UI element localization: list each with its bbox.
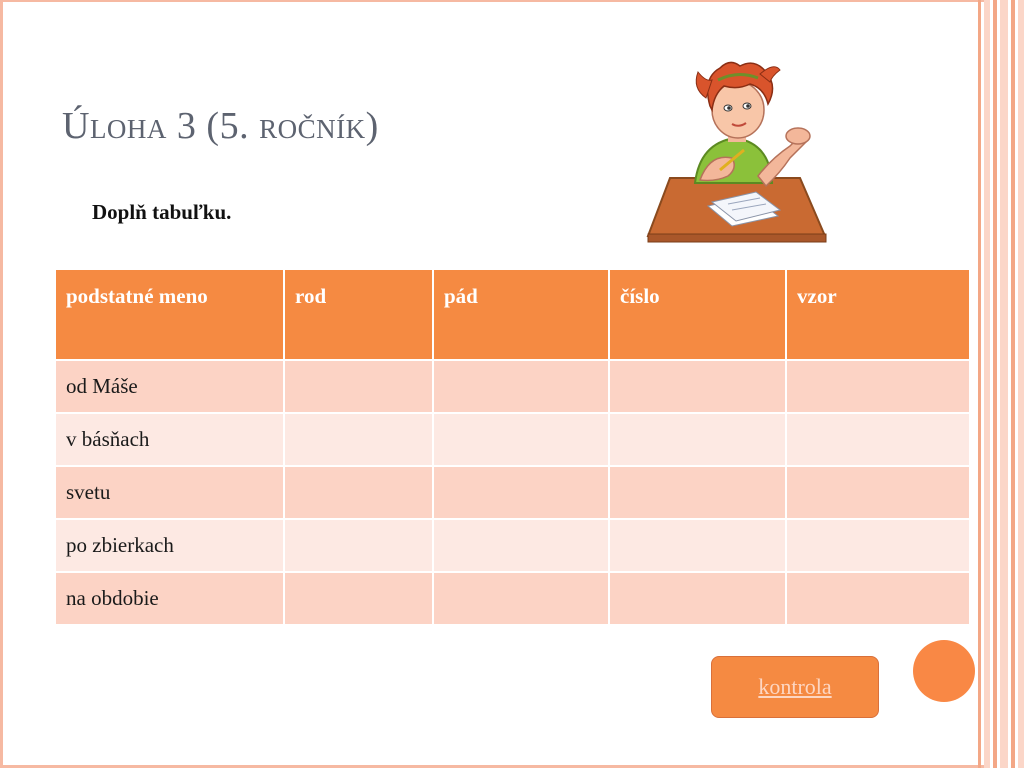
gender-cell[interactable] bbox=[285, 520, 434, 573]
decor-stripe bbox=[1018, 0, 1024, 768]
case-cell[interactable] bbox=[434, 361, 610, 414]
number-cell[interactable] bbox=[610, 467, 787, 520]
number-cell[interactable] bbox=[610, 520, 787, 573]
header-noun: podstatné meno bbox=[56, 270, 285, 361]
check-button[interactable]: kontrola bbox=[711, 656, 879, 718]
table-row bbox=[56, 414, 969, 467]
case-cell[interactable] bbox=[434, 467, 610, 520]
decor-stripe bbox=[1011, 0, 1015, 768]
gender-cell[interactable] bbox=[285, 361, 434, 414]
header-case: pád bbox=[434, 270, 610, 361]
header-pattern: vzor bbox=[787, 270, 969, 361]
slide-title: Úloha 3 (5. ročník) bbox=[62, 105, 379, 147]
table-row bbox=[56, 573, 969, 626]
case-cell[interactable] bbox=[434, 520, 610, 573]
gender-cell[interactable] bbox=[285, 414, 434, 467]
noun-cell: na obdobie bbox=[56, 573, 285, 626]
noun-cell: svetu bbox=[56, 467, 285, 520]
pattern-cell[interactable] bbox=[787, 520, 969, 573]
gender-cell[interactable] bbox=[285, 573, 434, 626]
table-row bbox=[56, 520, 969, 573]
noun-cell: po zbierkach bbox=[56, 520, 285, 573]
noun-cell: od Máše bbox=[56, 361, 285, 414]
number-cell[interactable] bbox=[610, 414, 787, 467]
pattern-cell[interactable] bbox=[787, 361, 969, 414]
header-gender: rod bbox=[285, 270, 434, 361]
pattern-cell[interactable] bbox=[787, 573, 969, 626]
noun-cell: v básňach bbox=[56, 414, 285, 467]
pattern-cell[interactable] bbox=[787, 414, 969, 467]
slide-border-left bbox=[0, 0, 3, 768]
number-cell[interactable] bbox=[610, 361, 787, 414]
header-number: číslo bbox=[610, 270, 787, 361]
slide-border-top bbox=[0, 0, 985, 2]
decor-stripe bbox=[978, 0, 981, 768]
table-row bbox=[56, 361, 969, 414]
table-header-row bbox=[56, 270, 969, 361]
number-cell[interactable] bbox=[610, 573, 787, 626]
declension-table bbox=[56, 270, 969, 626]
gender-cell[interactable] bbox=[285, 467, 434, 520]
decor-circle bbox=[913, 640, 975, 702]
girl-at-desk-icon bbox=[640, 58, 830, 250]
decor-stripe bbox=[1000, 0, 1008, 768]
instruction-text: Doplň tabuľku. bbox=[92, 200, 232, 224]
table-row bbox=[56, 467, 969, 520]
decor-stripe bbox=[984, 0, 990, 768]
pattern-cell[interactable] bbox=[787, 467, 969, 520]
case-cell[interactable] bbox=[434, 414, 610, 467]
case-cell[interactable] bbox=[434, 573, 610, 626]
decor-stripe bbox=[993, 0, 997, 768]
